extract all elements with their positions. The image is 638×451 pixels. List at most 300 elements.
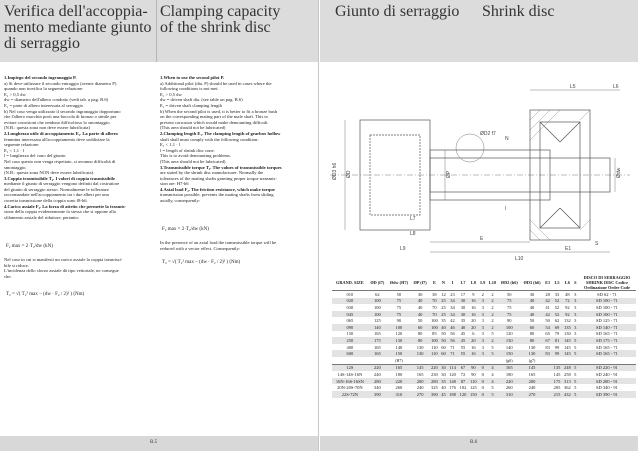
english-text-line: b) When the second pilot is used, it is better to fit a bronze bush: [160, 108, 278, 114]
table-cell: 75: [396, 304, 402, 310]
table-cell: 130: [416, 344, 424, 350]
italian-text-line: Nel caso in cui si manifesti un carico assiale la coppia trasmissi-: [4, 257, 123, 262]
table-cell: 12S: [332, 364, 368, 371]
table-cell: [578, 357, 636, 364]
table-cell: 40: [441, 385, 446, 391]
dim-label-d3: ØD3 h6: [332, 162, 338, 180]
table-cell: 362: [564, 385, 571, 391]
table-cell: 3: [574, 324, 577, 330]
table-cell: 5: [491, 344, 494, 350]
table-cell: 045: [332, 311, 368, 318]
table-cell: 145: [521, 364, 544, 371]
table-cell: 5: [491, 331, 494, 337]
table-cell: 56: [447, 337, 457, 344]
english-title-line-2: of the shrink disc: [160, 19, 271, 36]
table-cell: 432: [564, 391, 571, 397]
english-text-line: E₁ = driven shaft clamping length: [160, 102, 222, 108]
table-cell: 17: [458, 291, 468, 298]
table-cell: 40: [521, 311, 544, 318]
table-cell: 40: [411, 311, 429, 318]
table-cell: 135: [564, 324, 571, 330]
table-cell: 45: [458, 337, 468, 344]
english-text-line: E₁ < 1,1 · l: [160, 142, 181, 148]
table-cell: 310: [498, 391, 521, 398]
table-cell: 220: [368, 364, 387, 371]
table-cell: 83: [545, 344, 550, 350]
table-column-header: GRAND. SIZE: [336, 280, 364, 285]
table-cell: 390: [368, 391, 387, 398]
table-cell: 22S-72N: [332, 391, 368, 398]
italian-text-line: Nel caso questo non venga rispettato, si avranno difficoltà di: [4, 158, 116, 164]
table-cell: 42: [545, 298, 550, 304]
table-cell: [458, 357, 468, 364]
table-cell: 260: [395, 385, 403, 391]
table-cell: 33: [552, 291, 562, 298]
table-column-header: L7: [460, 280, 466, 285]
table-cell: 5: [574, 378, 577, 384]
english-text-line: In the presence of an axial load the transmissible torque will be: [160, 240, 277, 245]
table-cell: 130: [498, 337, 521, 344]
table-cell: 165: [528, 371, 536, 377]
table-cell: [479, 357, 487, 364]
table-cell: 5: [574, 337, 577, 343]
table-cell: 35: [441, 378, 446, 384]
table-cell: [543, 391, 551, 398]
table-cell: 87: [458, 378, 468, 385]
table-cell: 100: [368, 311, 387, 318]
table-cell: 6: [472, 331, 475, 337]
english-text-line: following conditions is not met.: [160, 86, 219, 92]
table-cell: 3: [574, 331, 577, 337]
english-text-line: transmission possible, prevents the mating shafts from sliding: [160, 192, 274, 198]
italian-text-line: corretta trasmissione della coppia sono f8-h6.: [4, 198, 88, 204]
table-cell: SD 100 - 71: [578, 298, 636, 305]
table-cell: 150: [346, 331, 354, 337]
table-cell: 176: [449, 385, 456, 391]
table-cell: 205: [553, 385, 561, 391]
dim-label-l5: L5: [570, 84, 576, 90]
table-cell: 75: [498, 311, 521, 318]
table-cell: 2: [491, 318, 494, 324]
table-cell: 81: [552, 337, 562, 344]
italian-text-line: E₁ > 0,5 dw: [4, 91, 26, 97]
table-cell: 0: [479, 364, 487, 371]
table-cell: 60: [441, 344, 446, 350]
table-cell: 67: [545, 337, 550, 343]
table-cell: 40: [458, 324, 468, 331]
italian-text-line: femmina interessata all'accoppiamento deve soddisfare la: [4, 136, 110, 142]
table-cell: 165: [387, 364, 411, 371]
shrink-disc-dimensions-table: [332, 275, 636, 398]
table-row: [332, 337, 636, 344]
table-cell: [543, 364, 551, 371]
table-cell: 55: [460, 344, 466, 350]
table-cell: 5: [491, 385, 494, 391]
italian-text-line: del giunto di serraggio stesso. Normalmente le tolleranze: [4, 186, 109, 192]
table-cell: 110: [431, 351, 438, 357]
table-cell: 50: [441, 331, 446, 337]
table-cell: 3: [479, 311, 487, 318]
table-cell: 3: [479, 324, 487, 331]
table-cell: 0: [481, 385, 484, 391]
table-cell: 165: [498, 364, 521, 371]
table-cell: 2: [487, 337, 498, 344]
table-cell: 248: [564, 365, 571, 371]
english-text-line: shaft shall must comply with the following condition:: [160, 136, 259, 142]
italian-title-line-3: di serraggio: [4, 35, 80, 52]
table-cell: 80: [411, 337, 429, 344]
table-column-header: DISCO DI SERRAGGIO SHRINK DISC Codice Ordinazione Order Code: [583, 275, 631, 290]
table-row: [332, 384, 636, 391]
table-cell: 90: [507, 318, 512, 324]
table-cell: 313: [564, 378, 571, 384]
table-cell: 5: [574, 371, 577, 377]
italian-text-line: mediante il giunto di serraggio vengono definiti dal costruttore: [4, 181, 120, 187]
table-cell: 100: [373, 304, 381, 310]
english-text-line: tolerances of the mating shafts granting proper torque transmis-: [160, 175, 277, 181]
table-cell: 70: [432, 304, 437, 310]
table-cell: 145: [411, 364, 429, 371]
dim-label-s: S: [595, 241, 599, 247]
english-text-line: dw = driven shaft dia. (see table on pag. B.6): [160, 97, 243, 103]
table-cell: 40: [529, 304, 535, 310]
table-cell: 30: [458, 311, 468, 318]
table-cell: 110: [470, 378, 477, 384]
italian-text-line: bile si riduce.: [4, 262, 29, 268]
table-cell: 270: [521, 391, 544, 398]
table-cell: [332, 357, 368, 364]
table-cell: 065: [346, 318, 354, 324]
italian-text-line: 3.Coppia trasmissibile T₂. I valori di coppia trasmissibile: [4, 175, 115, 181]
english-text-line: on the corresponding mating part of the male shaft. This to: [160, 114, 268, 120]
italian-text-line: sfilamento assiale del riduttore, pertanto:: [4, 214, 80, 220]
table-column-header: ØD3 (h6): [523, 280, 541, 285]
table-cell: SD 175 - 71: [578, 337, 636, 344]
table-cell: 90: [471, 371, 476, 377]
italian-text-line: seguente relazione:: [4, 142, 40, 148]
table-cell: 280: [368, 378, 387, 385]
table-cell: 20: [468, 337, 478, 344]
table-cell: 140: [368, 324, 387, 331]
table-cell: 3: [479, 337, 487, 344]
english-text-line: 4.Axial load F₂. The friction resistance, which make torque: [160, 186, 275, 192]
table-cell: 260: [505, 385, 513, 391]
english-text-line: E₁ > 0,5 dw: [160, 91, 182, 97]
right-title-italian: Giunto di serraggio: [335, 3, 460, 20]
table-cell: 2: [487, 291, 498, 298]
table-column-header: E: [432, 280, 436, 285]
table-cell: 102: [459, 385, 467, 391]
table-cell: 56: [450, 331, 455, 337]
table-cell: 40: [521, 298, 544, 305]
dim-label-p: ØP: [446, 170, 452, 178]
table-cell: 83: [545, 351, 550, 357]
table-cell: SD 165 - 71: [578, 350, 636, 357]
table-cell: 41: [545, 304, 550, 310]
table-cell: 150: [470, 391, 477, 397]
table-cell: 12: [441, 291, 446, 297]
table-cell: 090: [332, 324, 368, 331]
table-body: [332, 291, 636, 398]
table-cell: 270: [411, 391, 429, 398]
table-cell: 2: [487, 298, 498, 305]
table-cell: 75: [387, 311, 411, 318]
table-cell: 220: [498, 378, 521, 385]
table-cell: 54: [545, 324, 550, 330]
table-cell: SD 390 - 91: [578, 391, 636, 398]
table-column-header: ØP (f7): [413, 280, 427, 285]
table-cell: 25: [441, 304, 446, 310]
table-cell: 120: [505, 331, 513, 337]
table-cell: [543, 357, 551, 364]
table-row: [332, 350, 636, 357]
table-cell: 45: [441, 391, 446, 397]
table-cell: 188: [449, 391, 456, 397]
italian-text-line: che l'albero macchin porti una boccola di bronzo o simile per: [4, 114, 117, 120]
footer-band-left: [0, 436, 318, 451]
table-row: [332, 317, 636, 324]
table-cell: 145: [564, 351, 571, 357]
table-cell: 40: [411, 298, 429, 305]
table-cell: 4: [487, 378, 498, 385]
table-cell: 130: [387, 337, 411, 344]
table-cell: 70: [429, 298, 439, 305]
english-text-column-2: [160, 240, 315, 251]
table-cell: 030: [346, 304, 354, 310]
table-cell: 200: [411, 378, 429, 385]
table-cell: 180: [505, 371, 513, 377]
table-cell: 100: [368, 298, 387, 305]
italian-text-line: quando non trovifica la seguente relazione:: [4, 86, 84, 92]
italian-text-line: E₁ = parte di albero interessata al serraggio: [4, 102, 84, 108]
table-cell: 52: [552, 298, 562, 305]
table-cell: 80: [529, 331, 535, 337]
table-cell: 50: [529, 318, 535, 324]
table-column-header: E1: [545, 280, 551, 285]
english-text-line: prevent corrosion which would make demounting difficult.: [160, 119, 269, 125]
table-row: [332, 391, 636, 398]
english-torque-formula: T₂ = √( T₂² max − (dw · F₂ / 2)² ) (Nm): [162, 260, 241, 265]
table-cell: 3: [574, 304, 577, 310]
table-cell: 99: [554, 344, 560, 350]
table-cell: [368, 357, 387, 364]
italian-text-line: smontaggio.: [4, 164, 27, 170]
table-cell: 16: [468, 350, 478, 357]
english-text-line: 1.When to use the second pilot P.: [160, 75, 225, 80]
table-cell: 2: [487, 311, 498, 318]
italian-text-column-2: [4, 257, 154, 279]
table-cell: [468, 357, 478, 364]
page-number-right: B.6: [470, 440, 478, 445]
table-cell: 30: [441, 371, 446, 377]
table-cell: 60: [411, 324, 429, 331]
table-cell: 30: [441, 365, 446, 371]
table-cell: 150: [387, 350, 411, 357]
english-title: [160, 4, 280, 36]
english-text-line: (This area should not be lubricated): [160, 125, 226, 131]
table-cell: 130: [528, 344, 536, 350]
table-row: [332, 371, 636, 378]
table-cell: 165: [416, 371, 424, 377]
table-cell: 16: [468, 311, 478, 318]
table-cell: 72: [562, 298, 572, 305]
dim-label-l7: L7: [410, 216, 416, 222]
table-cell: 400: [346, 344, 354, 350]
page-number-left: B.5: [150, 440, 158, 445]
table-cell: 2: [479, 291, 487, 298]
table-cell: 5: [487, 391, 498, 398]
table-cell: 120: [459, 391, 467, 397]
table-cell: [440, 357, 448, 364]
italian-text-line: evitare corrosioni che rendono difficoltoso lo smontaggio.: [4, 119, 111, 125]
table-cell: [543, 384, 551, 391]
footer-band-right: [320, 436, 638, 451]
italian-text-line: 1.Impiego del secondo ingranaggio P.: [4, 75, 77, 80]
table-cell: 130: [521, 350, 544, 357]
table-cell: SD 62 - 71: [578, 291, 636, 298]
dim-label-i: I: [505, 206, 507, 212]
table-column-header: L8: [470, 280, 476, 285]
table-cell: 145: [553, 371, 561, 377]
table-cell: 215: [553, 391, 561, 397]
table-cell: 35: [441, 318, 446, 324]
table-cell: 165: [368, 350, 387, 357]
table-cell: 70: [429, 311, 439, 318]
table-cell: 69: [552, 324, 562, 331]
table-row: [332, 378, 636, 385]
table-row: [332, 298, 636, 305]
table-cell: [562, 357, 572, 364]
table-cell: 3: [479, 350, 487, 357]
table-cell: 67: [458, 364, 468, 371]
table-cell: (g7): [521, 357, 544, 364]
table-cell: 99: [552, 350, 562, 357]
table-cell: 16: [471, 304, 476, 310]
table-cell: 30: [460, 304, 466, 310]
italian-text-line: 2.Lunghezza utile di accoppiamento E₁. La parte di albero: [4, 130, 118, 136]
table-cell: 3: [481, 344, 484, 350]
table-cell: 340: [373, 385, 381, 391]
table-cell: 30: [521, 291, 544, 298]
table-cell: 5: [574, 351, 577, 357]
table-cell: 175: [553, 378, 561, 384]
table-cell: 3: [479, 298, 487, 305]
table-cell: 62: [368, 291, 387, 298]
table-cell: 120: [395, 331, 403, 337]
table-column-header: Ødw (H7): [389, 280, 409, 285]
table-cell: 220: [431, 365, 438, 371]
dim-label-l9: L9: [400, 246, 406, 252]
table-cell: 310: [387, 391, 411, 398]
table-column-header: N: [441, 280, 446, 285]
table-cell: 165: [373, 331, 381, 337]
table-cell: 75: [387, 298, 411, 305]
table-cell: 125: [373, 318, 381, 324]
table-cell: 110: [431, 344, 438, 350]
english-text-line: a) Additional pilot (dia. P) should be used in cases where the: [160, 80, 272, 86]
table-cell: SD 240 - 91: [596, 371, 618, 377]
table-column-header: L6: [564, 280, 570, 285]
table-cell: 010: [332, 291, 368, 298]
table-cell: 2: [487, 324, 498, 331]
table-cell: 42: [545, 311, 550, 317]
table-cell: 75: [498, 298, 521, 305]
table-cell: 0: [479, 391, 487, 398]
table-cell: 145: [564, 344, 571, 350]
table-header-row: [332, 275, 636, 291]
table-cell: SD 100 - 71: [596, 304, 618, 310]
table-cell: 3: [574, 318, 577, 324]
table-cell: 258: [564, 371, 571, 377]
table-row: [332, 291, 636, 298]
table-cell: 80: [417, 331, 423, 337]
table-column-header: L5: [554, 280, 560, 285]
table-cell: 85: [432, 331, 437, 337]
table-cell: 200: [521, 378, 544, 385]
table-cell: 16N-16S-16SN: [332, 378, 368, 385]
table-cell: 0: [481, 371, 484, 377]
table-cell: 40: [441, 324, 446, 330]
right-title-english: Shrink disc: [482, 3, 555, 20]
table-row: [332, 304, 636, 311]
italian-text-line: raccomandate nell'accoppiamento tra i due alberi per una: [4, 192, 109, 198]
table-cell: 3: [481, 304, 484, 310]
table-cell: 140: [395, 344, 403, 350]
table-cell: 130: [411, 350, 429, 357]
table-column-header: L9: [480, 280, 486, 285]
table-cell: 25: [441, 311, 446, 317]
table-cell: 45: [460, 331, 466, 337]
table-column-header: L10: [488, 280, 497, 285]
english-text-line: 3.Transmissible torque T₂. The values of transmissible torques: [160, 164, 282, 170]
dim-label-e: E: [480, 236, 484, 242]
table-cell: 180: [395, 371, 403, 377]
spread-divider: [318, 0, 319, 451]
table-cell: 165: [373, 344, 381, 350]
dim-label-n: N: [505, 136, 509, 142]
table-cell: 34: [447, 298, 457, 305]
table-cell: 72: [460, 371, 466, 377]
table-cell: 90: [396, 318, 402, 324]
table-cell: 20: [471, 318, 476, 324]
table-cell: SD 340 - 91: [596, 385, 618, 391]
table-cell: 120: [449, 371, 456, 377]
table-cell: 46: [447, 324, 457, 331]
table-cell: 71: [450, 344, 455, 350]
table-cell: 280: [431, 378, 438, 384]
table-cell: 80: [521, 337, 544, 344]
table-cell: 34: [447, 311, 457, 318]
shrink-disc-technical-drawing: [330, 80, 630, 265]
table-cell: (H7): [387, 357, 411, 364]
dim-label-d2: ØD2 f7: [480, 131, 496, 137]
table-cell: 230: [431, 371, 438, 377]
table-cell: 34: [450, 304, 455, 310]
table-cell: 5: [574, 385, 577, 391]
table-column-header: I: [451, 280, 454, 285]
table-cell: 5: [574, 365, 577, 371]
table-cell: 50: [387, 291, 411, 298]
table-cell: 65: [545, 331, 550, 337]
table-column-header: ØD (f7): [370, 280, 385, 285]
english-text-line: are stated by the shrink disc manufacturer. Normally the: [160, 170, 264, 176]
table-row: [332, 331, 636, 338]
table-cell: 240: [416, 385, 424, 391]
table-cell: 52: [552, 311, 562, 318]
table-cell: 4: [487, 364, 498, 371]
table-cell: 92: [565, 304, 570, 310]
italian-text-line: (N.B.: questa zona NON deve essere lubrificata).: [4, 170, 95, 176]
